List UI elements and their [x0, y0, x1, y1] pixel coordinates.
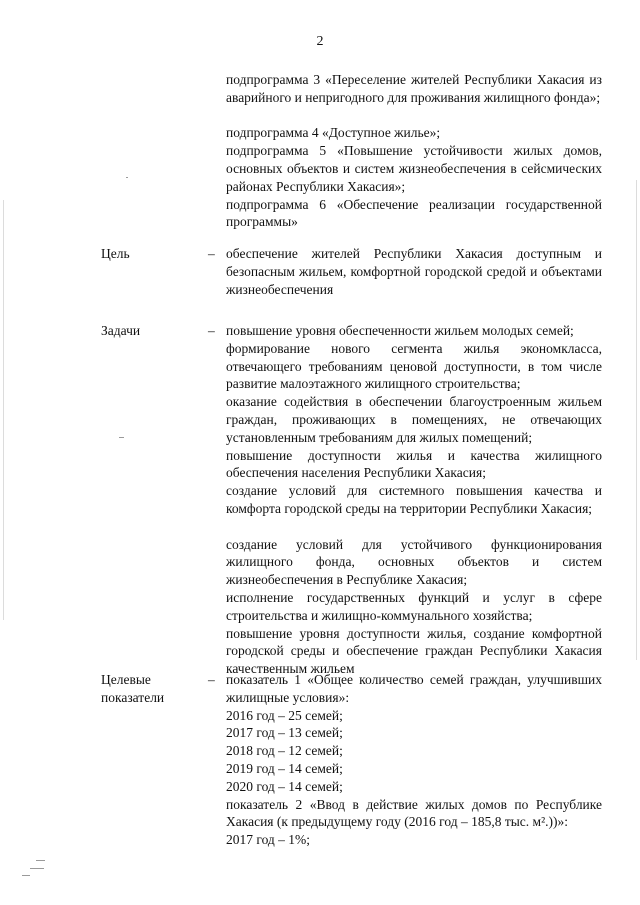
indicator-item: показатель 1 «Общее количество семей граждан, улучшивших жилищные условия»: — [226, 672, 602, 705]
subprogram-3: подпрограмма 3 «Переселение жителей Республики Хакасия из аварийного и непригодного для проживания жилищного фонда»; — [226, 72, 602, 105]
tasks-list — [226, 322, 602, 678]
scan-artifact — [22, 875, 30, 876]
indicators-dash: – — [208, 672, 215, 687]
indicator-year: 2017 год – 13 семей; — [226, 725, 343, 741]
task-item: повышение уровня обеспеченности жильем молодых семей; — [226, 323, 574, 338]
indicator-year: 2016 год – 25 семей; — [226, 707, 343, 723]
indicators-list — [226, 671, 602, 849]
task-item: повышение уровня доступности жилья, создание комфортной городской среды и обеспечение граждан Республики Хакасия качественным жильем — [226, 625, 602, 677]
task-item: исполнение государственных функций и услуг в сфере строительства и жилищно-коммунального хозяйства; — [226, 589, 602, 623]
scan-artifact — [119, 437, 124, 438]
task-item: создание условий для устойчивого функционирования жилищного фонда, основных объектов и систем жизнеобеспечения в Республике Хакасия; — [226, 536, 602, 588]
task-item: оказание содействия в обеспечении благоустроенным жильем граждан, проживающих в помещениях, не отвечающих установленным требованиям для жилых помещений; — [226, 394, 602, 445]
goal-text-block — [226, 245, 602, 298]
indicator-item: показатель 2 «Ввод в действие жилых домов по Республике Хакасия (к предыдущему году (2016 год – 185,8 тыс. м².))»: — [226, 796, 602, 830]
task-item: создание условий для системного повышения качества и комфорта городской среды на территории Республики Хакасия; — [226, 483, 602, 516]
tasks-dash: – — [208, 323, 215, 338]
indicator-year: 2018 год – 12 семей; — [226, 743, 343, 759]
scan-edge-left — [3, 200, 4, 620]
page-number: 2 — [316, 34, 324, 49]
indicators-label-line2: показатели — [101, 690, 165, 705]
scan-artifact — [30, 868, 44, 869]
task-item: формирование нового сегмента жилья экономкласса, отвечающего требованиям ценовой доступности, в том числе развитие малоэтажного жилищного строительства; — [226, 340, 602, 392]
subprograms-list — [226, 71, 602, 231]
tasks-label: Задачи — [101, 323, 141, 338]
indicator-year: 2020 год – 14 семей; — [226, 778, 343, 794]
task-item: повышение доступности жилья и качества жилищного обеспечения населения Республики Хакасия; — [226, 447, 602, 481]
indicator-year: 2019 год – 14 семей; — [226, 760, 343, 776]
subprogram-5: подпрограмма 5 «Повышение устойчивости жилых домов, основных объектов и систем жизнеобеспечения в сейсмических районах Республики Хакасия»; — [226, 143, 602, 194]
goal-label: Цель — [101, 246, 130, 261]
indicators-label — [101, 671, 164, 707]
scan-artifact — [36, 860, 45, 861]
goal-text: обеспечение жителей Республики Хакасия доступным и безопасным жильем, комфортной городской средой и объектами жизнеобеспечения — [226, 246, 602, 297]
scan-artifact — [126, 177, 128, 178]
subprogram-6: подпрограмма 6 «Обеспечение реализации государственной программы» — [226, 196, 602, 230]
scan-edge-right — [636, 180, 637, 660]
subprogram-4: подпрограмма 4 «Доступное жилье»; — [226, 125, 441, 141]
indicators-label-line1: Целевые — [101, 672, 151, 687]
indicator-year: 2017 год – 1%; — [226, 832, 311, 848]
goal-dash: – — [208, 246, 215, 261]
